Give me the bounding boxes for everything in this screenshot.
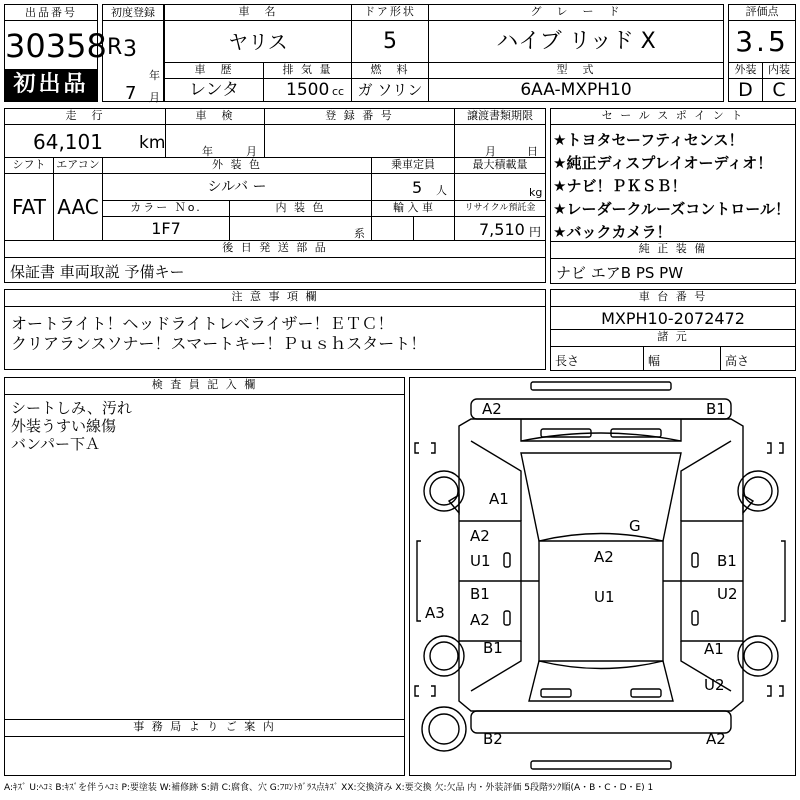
capacity-unit: 人 [436, 184, 447, 197]
first-reg-month: 7 [125, 83, 137, 104]
int-color-cell [229, 216, 372, 241]
first-reg-year: 3 [123, 37, 137, 62]
transfer-day-unit: 日 [527, 145, 538, 158]
dims-label: 諸 元 [550, 329, 796, 347]
height-cell [720, 346, 796, 371]
lot-number-box [4, 4, 107, 102]
score: 3.5 [728, 20, 796, 63]
era-letter: R [107, 35, 123, 60]
mileage: 64,101 [33, 130, 103, 154]
interior-grade: C [762, 78, 796, 102]
car-name-label: 車 名 [164, 4, 352, 21]
recycle-amount: 7,510 [479, 220, 525, 239]
first-listing-badge: 初出品 [5, 69, 97, 101]
interior-label: 内装 [762, 62, 796, 79]
exterior-label: 外装 [728, 62, 763, 79]
office-box [4, 736, 405, 776]
note-line: オートライト！ヘッドライトレベライザー！ＥＴＣ！ [11, 314, 394, 333]
shift: FAT [4, 173, 54, 241]
note-line: クリアランスソナー！スマートキー！Ｐｕｓｈスタート！ [11, 334, 427, 353]
door-count: 5 [351, 20, 429, 63]
grade-label: グ レ ー ド [428, 4, 724, 21]
int-color-label: 内 装 色 [229, 200, 372, 217]
inspector-label: 検 査 員 記 入 欄 [4, 377, 405, 395]
chassis-number: MXPH10-2072472 [550, 306, 796, 330]
damage-mark-bottom-left: B2 [483, 730, 503, 748]
import-label: 輸 入 車 [371, 200, 455, 217]
history-label: 車 歴 [164, 62, 264, 79]
ext-color: シルバ ー [102, 173, 372, 201]
capacity: 5 [412, 178, 423, 197]
transfer-label: 譲渡書類期限 [454, 108, 546, 125]
displacement-cell [263, 78, 352, 102]
displacement-unit: cc [332, 85, 345, 98]
damage-mark-top-right: B1 [706, 400, 726, 418]
sales-point: ★純正ディスプレイオーディオ！ [553, 154, 773, 172]
damage-mark-left-rear-door: B1 [470, 585, 490, 603]
equipment-cell [550, 258, 796, 284]
damage-mark-left-rocker: A3 [425, 604, 445, 622]
fuel-label: 燃 料 [351, 62, 429, 79]
mileage-label: 走 行 [4, 108, 166, 125]
ext-color-label: 外 装 色 [102, 157, 372, 174]
width-label: 幅 [648, 354, 661, 368]
damage-mark-right-rear-door: U2 [717, 585, 738, 603]
width-cell [643, 346, 721, 371]
capacity-cell [371, 173, 455, 201]
later-parts: 保証書 車両取説 予備キー [10, 263, 185, 281]
import-cell [371, 216, 455, 241]
damage-mark-right-rear-fender-2: U2 [704, 676, 725, 694]
capacity-label: 乗車定員 [371, 157, 455, 174]
inspection-cell [165, 124, 265, 158]
office-label: 事 務 局 よ り ご 案 内 [4, 719, 405, 737]
model-code: 6AA-MXPH10 [428, 78, 724, 102]
door-label: ドア形状 [351, 4, 429, 21]
recycle-cell [454, 216, 546, 241]
chassis-label: 車 台 番 号 [550, 289, 796, 307]
legend: A:ｷｽﾞ U:ﾍｺﾐ B:ｷｽﾞを伴うﾍｺﾐ P:要塗装 W:補修跡 S:錆 C:腐食、穴 G:ﾌﾛﾝﾄｶﾞﾗｽ点ｷｽﾞ XX:交換済み X:要交換 欠:欠品 内・外装評価 5段階ﾗﾝｸ順(A・B・C・D・E) 1 [4, 783, 654, 793]
equipment-label: 純 正 装 備 [550, 241, 796, 259]
notes-label: 注 意 事 項 欄 [4, 289, 546, 307]
inspection-label: 車 検 [165, 108, 265, 125]
inspector-box [4, 394, 405, 720]
damage-mark-left-rear-door-2: A2 [470, 611, 490, 629]
damage-mark-front-left-fender: A1 [489, 490, 509, 508]
ac-label: エアコン [53, 157, 103, 174]
inspection-year-unit: 年 [202, 145, 213, 158]
equipment: ナビ エアB PS PW [556, 264, 684, 282]
transfer-month-unit: 月 [485, 145, 496, 158]
sales-points-box [550, 124, 796, 242]
damage-mark-left-front-door: A2 [470, 527, 490, 545]
damage-mark-right-rear-fender: A1 [704, 640, 724, 658]
lot-number-label: 出品番号 [5, 5, 97, 21]
recycle-unit: 円 [529, 225, 542, 239]
transfer-cell [454, 124, 546, 158]
first-reg-label: 初度登録 [103, 5, 163, 21]
sales-point: ★ナビ！ＰＫＳＢ！ [553, 177, 687, 195]
damage-mark-roof: A2 [594, 548, 614, 566]
model-label: 型 式 [428, 62, 724, 79]
lot-number: 30358 [5, 27, 107, 65]
score-label: 評価点 [728, 4, 796, 21]
car-diagram-box [409, 377, 796, 776]
damage-mark-top-left: A2 [482, 400, 502, 418]
year-unit: 年 [149, 69, 160, 82]
inspector-line: バンパー下Ａ [11, 435, 100, 453]
sales-point: ★バックカメラ！ [553, 223, 672, 241]
car-diagram [410, 378, 795, 775]
damage-mark-bottom-right: A2 [706, 730, 726, 748]
max-load-cell [454, 173, 546, 201]
damage-mark-left-front-door-2: U1 [470, 552, 491, 570]
notes-box [4, 306, 546, 370]
mileage-unit: km [139, 133, 166, 153]
max-load-label: 最大積載量 [454, 157, 546, 174]
color-no: 1F7 [102, 216, 230, 241]
car-name: ヤリス [164, 20, 352, 63]
length-cell [550, 346, 644, 371]
first-reg-box [102, 4, 164, 102]
sales-points-label: セ ー ル ス ポ イ ン ト [550, 108, 796, 125]
damage-mark-windshield: G [629, 517, 641, 535]
ac: AAC [53, 173, 103, 241]
exterior-grade: D [728, 78, 763, 102]
damage-mark-left-rear-fender: B1 [483, 639, 503, 657]
shift-label: シフト [4, 157, 54, 174]
damage-mark-right-front-door: B1 [717, 552, 737, 570]
inspector-line: 外装うすい線傷 [11, 417, 117, 435]
mileage-cell [4, 124, 166, 158]
fuel: ガ ソリン [351, 78, 429, 102]
recycle-label: リサイクル預託金 [454, 200, 546, 217]
height-label: 高さ [725, 354, 750, 368]
grade: ハイブ リッド X [428, 20, 724, 63]
max-load-unit: kg [529, 186, 543, 199]
displacement-label: 排 気 量 [263, 62, 352, 79]
damage-mark-roof-2: U1 [594, 588, 615, 606]
reg-no-label: 登 録 番 号 [264, 108, 455, 125]
reg-no-cell [264, 124, 455, 158]
sales-point: ★レーダークルーズコントロール！ [553, 200, 790, 218]
int-color-unit: 系 [354, 227, 365, 240]
displacement: 1500 [286, 80, 330, 100]
month-unit: 月 [149, 91, 160, 104]
length-label: 長さ [555, 354, 580, 368]
history: レンタ [164, 78, 264, 102]
later-parts-cell [4, 257, 546, 283]
color-no-label: カラー Ｎo. [102, 200, 230, 217]
inspection-month-unit: 月 [246, 145, 257, 158]
later-parts-label: 後 日 発 送 部 品 [4, 240, 546, 258]
sales-point: ★トヨタセーフティセンス！ [553, 131, 744, 149]
inspector-line: シートしみ、汚れ [11, 399, 132, 417]
